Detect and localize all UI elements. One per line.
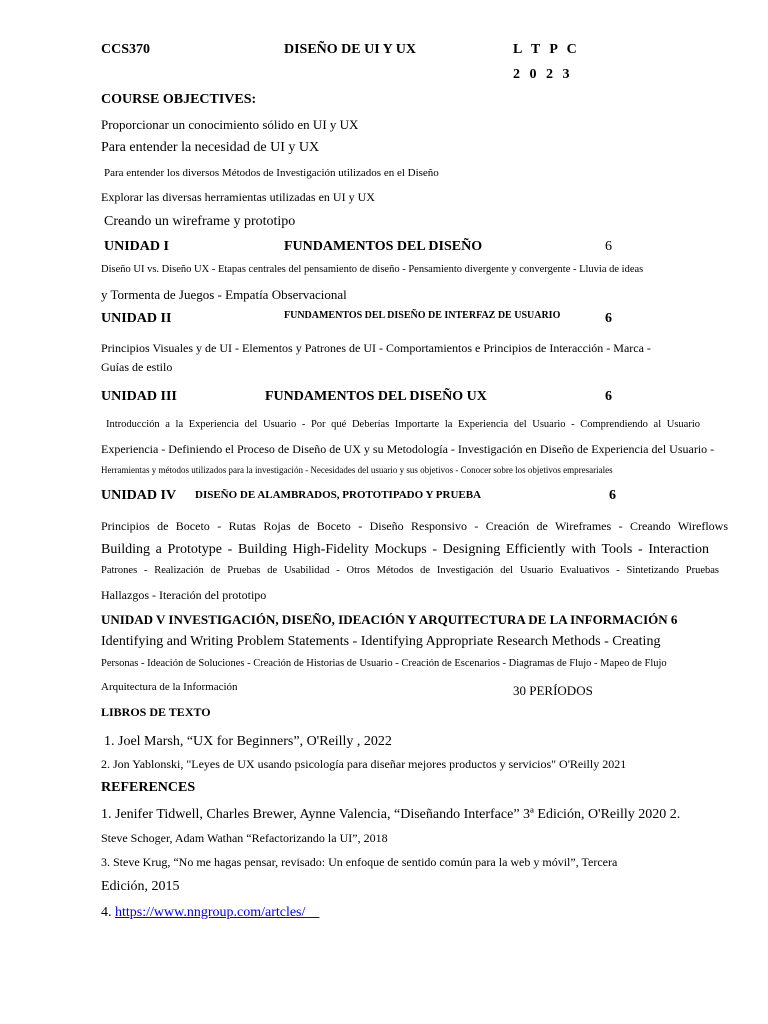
references-heading: REFERENCES bbox=[101, 780, 196, 795]
reference-line: Edición, 2015 bbox=[101, 879, 180, 894]
unit3-line: Introducción a la Experiencia del Usuario - Por qué Deberías Importarte la Experiencia del Usuario - Comprendiendo al Usuario bbox=[106, 419, 700, 430]
unit5-line: Arquitectura de la Información bbox=[101, 681, 238, 693]
objectives-heading: COURSE OBJECTIVES: bbox=[101, 92, 257, 107]
unit4-line: Principios de Boceto - Rutas Rojas de Boceto - Diseño Responsivo - Creación de Wireframes - Creando Wireflows bbox=[101, 519, 728, 533]
unit1-label: UNIDAD I bbox=[104, 239, 169, 254]
unit3-label: UNIDAD III bbox=[101, 389, 177, 404]
reference-link-prefix: 4. bbox=[101, 905, 115, 920]
nngroup-link[interactable]: https://www.nngroup.com/artcles/ bbox=[115, 905, 306, 920]
unit2-title: FUNDAMENTOS DEL DISEÑO DE INTERFAZ DE USUARIO bbox=[284, 310, 561, 321]
objective-item: Para entender la necesidad de UI y UX bbox=[101, 140, 320, 155]
unit4-label: UNIDAD IV bbox=[101, 488, 177, 503]
unit1-line: y Tormenta de Juegos - Empatía Observacional bbox=[101, 287, 347, 302]
unit2-hours: 6 bbox=[605, 311, 612, 326]
course-title: DISEÑO DE UI Y UX bbox=[284, 42, 416, 57]
unit5-line: Identifying and Writing Problem Statements - Identifying Appropriate Research Methods - Creating bbox=[101, 634, 661, 649]
unit1-line: Diseño UI vs. Diseño UX - Etapas centrales del pensamiento de diseño - Pensamiento divergente y convergente - Lluvia de ideas bbox=[101, 264, 644, 275]
reference-link-line bbox=[101, 906, 319, 920]
unit2-line: Guías de estilo bbox=[101, 360, 173, 374]
unit5-line: Personas - Ideación de Soluciones - Creación de Historias de Usuario - Creación de Escenarios - Diagramas de Flujo - Mapeo de Flujo bbox=[101, 658, 667, 669]
objective-item: Proporcionar un conocimiento sólido en UI y UX bbox=[101, 117, 359, 132]
reference-line: 3. Steve Krug, “No me hagas pensar, revisado: Un enfoque de sentido común para la web y móvil”, Tercera bbox=[101, 855, 618, 869]
reference-line: Steve Schoger, Adam Wathan “Refactorizando la UI”, 2018 bbox=[101, 831, 388, 845]
reference-line: 1. Jenifer Tidwell, Charles Brewer, Aynne Valencia, “Diseñando Interface” 3ª Edición, O'Reilly 2020 2. bbox=[101, 807, 681, 822]
unit3-line: Experiencia - Definiendo el Proceso de Diseño de UX y su Metodología - Investigación en Diseño de Experiencia del Usuario - bbox=[101, 442, 715, 456]
unit2-line: Principios Visuales y de UI - Elementos y Patrones de UI - Comportamientos e Principios de Interacción - Marca - bbox=[101, 341, 651, 355]
unit1-title: FUNDAMENTOS DEL DISEÑO bbox=[284, 239, 483, 254]
ltpc-label: L T P C bbox=[513, 42, 580, 57]
unit1-hours: 6 bbox=[605, 239, 612, 254]
textbook-item: 2. Jon Yablonski, "Leyes de UX usando psicología para diseñar mejores productos y servicios" O'Reilly 2021 bbox=[101, 757, 627, 771]
unit4-hours: 6 bbox=[609, 488, 616, 503]
unit3-line: Herramientas y métodos utilizados para la investigación - Necesidades del usuario y sus objetivos - Conocer sobre los objetivos empresariales bbox=[101, 465, 613, 475]
unit4-line: Patrones - Realización de Pruebas de Usabilidad - Otros Métodos de Investigación del Usuario Evaluativos - Sintetizando Pruebas bbox=[101, 565, 719, 576]
textbooks-heading: LIBROS DE TEXTO bbox=[101, 705, 211, 719]
link-trailing-underline bbox=[305, 905, 319, 920]
objective-item: Para entender los diversos Métodos de Investigación utilizados en el Diseño bbox=[104, 167, 439, 179]
unit5-heading: UNIDAD V INVESTIGACIÓN, DISEÑO, IDEACIÓN Y ARQUITECTURA DE LA INFORMACIÓN 6 bbox=[101, 612, 678, 627]
unit3-title: FUNDAMENTOS DEL DISEÑO UX bbox=[265, 389, 487, 404]
unit4-line: Hallazgos - Iteración del prototipo bbox=[101, 588, 267, 602]
unit3-hours: 6 bbox=[605, 389, 612, 404]
objective-item: Explorar las diversas herramientas utilizadas en UI y UX bbox=[101, 190, 375, 204]
unit2-label: UNIDAD II bbox=[101, 311, 172, 326]
ltpc-values: 2 0 2 3 bbox=[513, 67, 573, 82]
textbook-item: 1. Joel Marsh, “UX for Beginners”, O'Reilly , 2022 bbox=[104, 734, 392, 749]
objective-item: Creando un wireframe y prototipo bbox=[104, 214, 296, 229]
periods-total: 30 PERÍODOS bbox=[513, 683, 593, 698]
unit4-line: Building a Prototype - Building High-Fidelity Mockups - Designing Efficiently with Tools - Interaction bbox=[101, 542, 709, 557]
unit4-title: DISEÑO DE ALAMBRADOS, PROTOTIPADO Y PRUEBA bbox=[195, 489, 482, 501]
course-code: CCS370 bbox=[101, 42, 151, 57]
